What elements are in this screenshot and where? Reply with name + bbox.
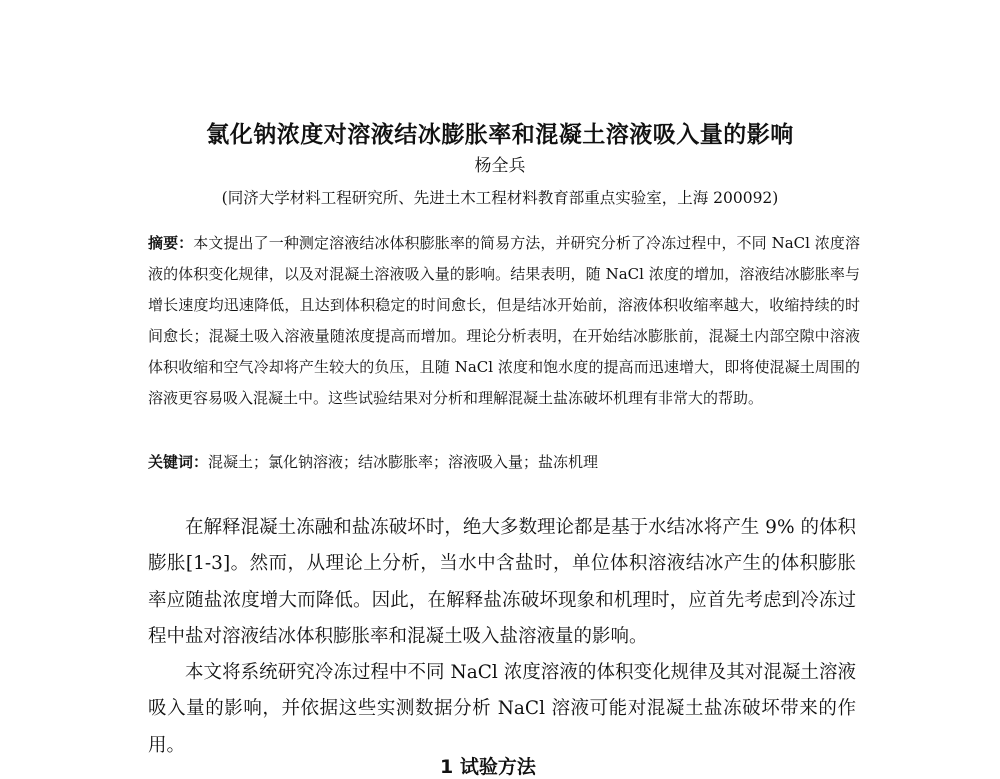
- section-heading: 1 试验方法: [440, 756, 536, 778]
- keywords-label: 关键词：: [148, 453, 209, 471]
- author-name: 杨全兵: [474, 156, 526, 176]
- body-paragraph-1: 在解释混凝土冻融和盐冻破坏时，绝大多数理论都是基于水结冰将产生 9% 的体积膨胀[1-3]。然而，从理论上分析，当水中含盐时，单位体积溶液结冰产生的体积膨胀率应随盐浓度增大而降低。因此，在解释盐冻破坏现象和机理时，应首先考虑到冷冻过程中盐对溶液结冰体积膨胀率和混凝土吸入盐溶液量的影响。: [148, 517, 856, 647]
- keywords: [148, 447, 860, 478]
- keywords-text: 混凝土；氯化钠溶液；结冰膨胀率；溶液吸入量；盐冻机理: [208, 453, 599, 471]
- abstract-text: 本文提出了一种测定溶液结冰体积膨胀率的简易方法，并研究分析了冷冻过程中，不同 NaCl 浓度溶液的体积变化规律，以及对混凝土溶液吸入量的影响。结果表明，随 NaCl 浓度的增加，溶液结冰膨胀率与增长速度均迅速降低，且达到体积稳定的时间愈长，但是结冰开始前，溶液体积收缩率越大，收缩持续的时间愈长；混凝土吸入溶液量随浓度提高而增加。理论分析表明，在开始结冰膨胀前，混凝土内部空隙中溶液体积收缩和空气冷却将产生较大的负压，且随 NaCl 浓度和饱水度的提高而迅速增大，即将使混凝土周围的溶液更容易吸入混凝土中。这些试验结果对分析和理解混凝土盐冻破坏机理有非常大的帮助。: [148, 234, 860, 407]
- abstract: [148, 228, 860, 414]
- author-affiliation: (同济大学材料工程研究所、先进土木工程材料教育部重点实验室，上海 200092): [221, 189, 779, 207]
- body-paragraph-2: 本文将系统研究冷冻过程中不同 NaCl 浓度溶液的体积变化规律及其对混凝土溶液吸入量的影响，并依据这些实测数据分析 NaCl 溶液可能对混凝土盐冻破坏带来的作用。: [148, 662, 856, 756]
- abstract-label: 摘要：: [148, 234, 194, 252]
- body-text: [148, 510, 856, 764]
- paper-title: 氯化钠浓度对溶液结冰膨胀率和混凝土溶液吸入量的影响: [206, 122, 794, 148]
